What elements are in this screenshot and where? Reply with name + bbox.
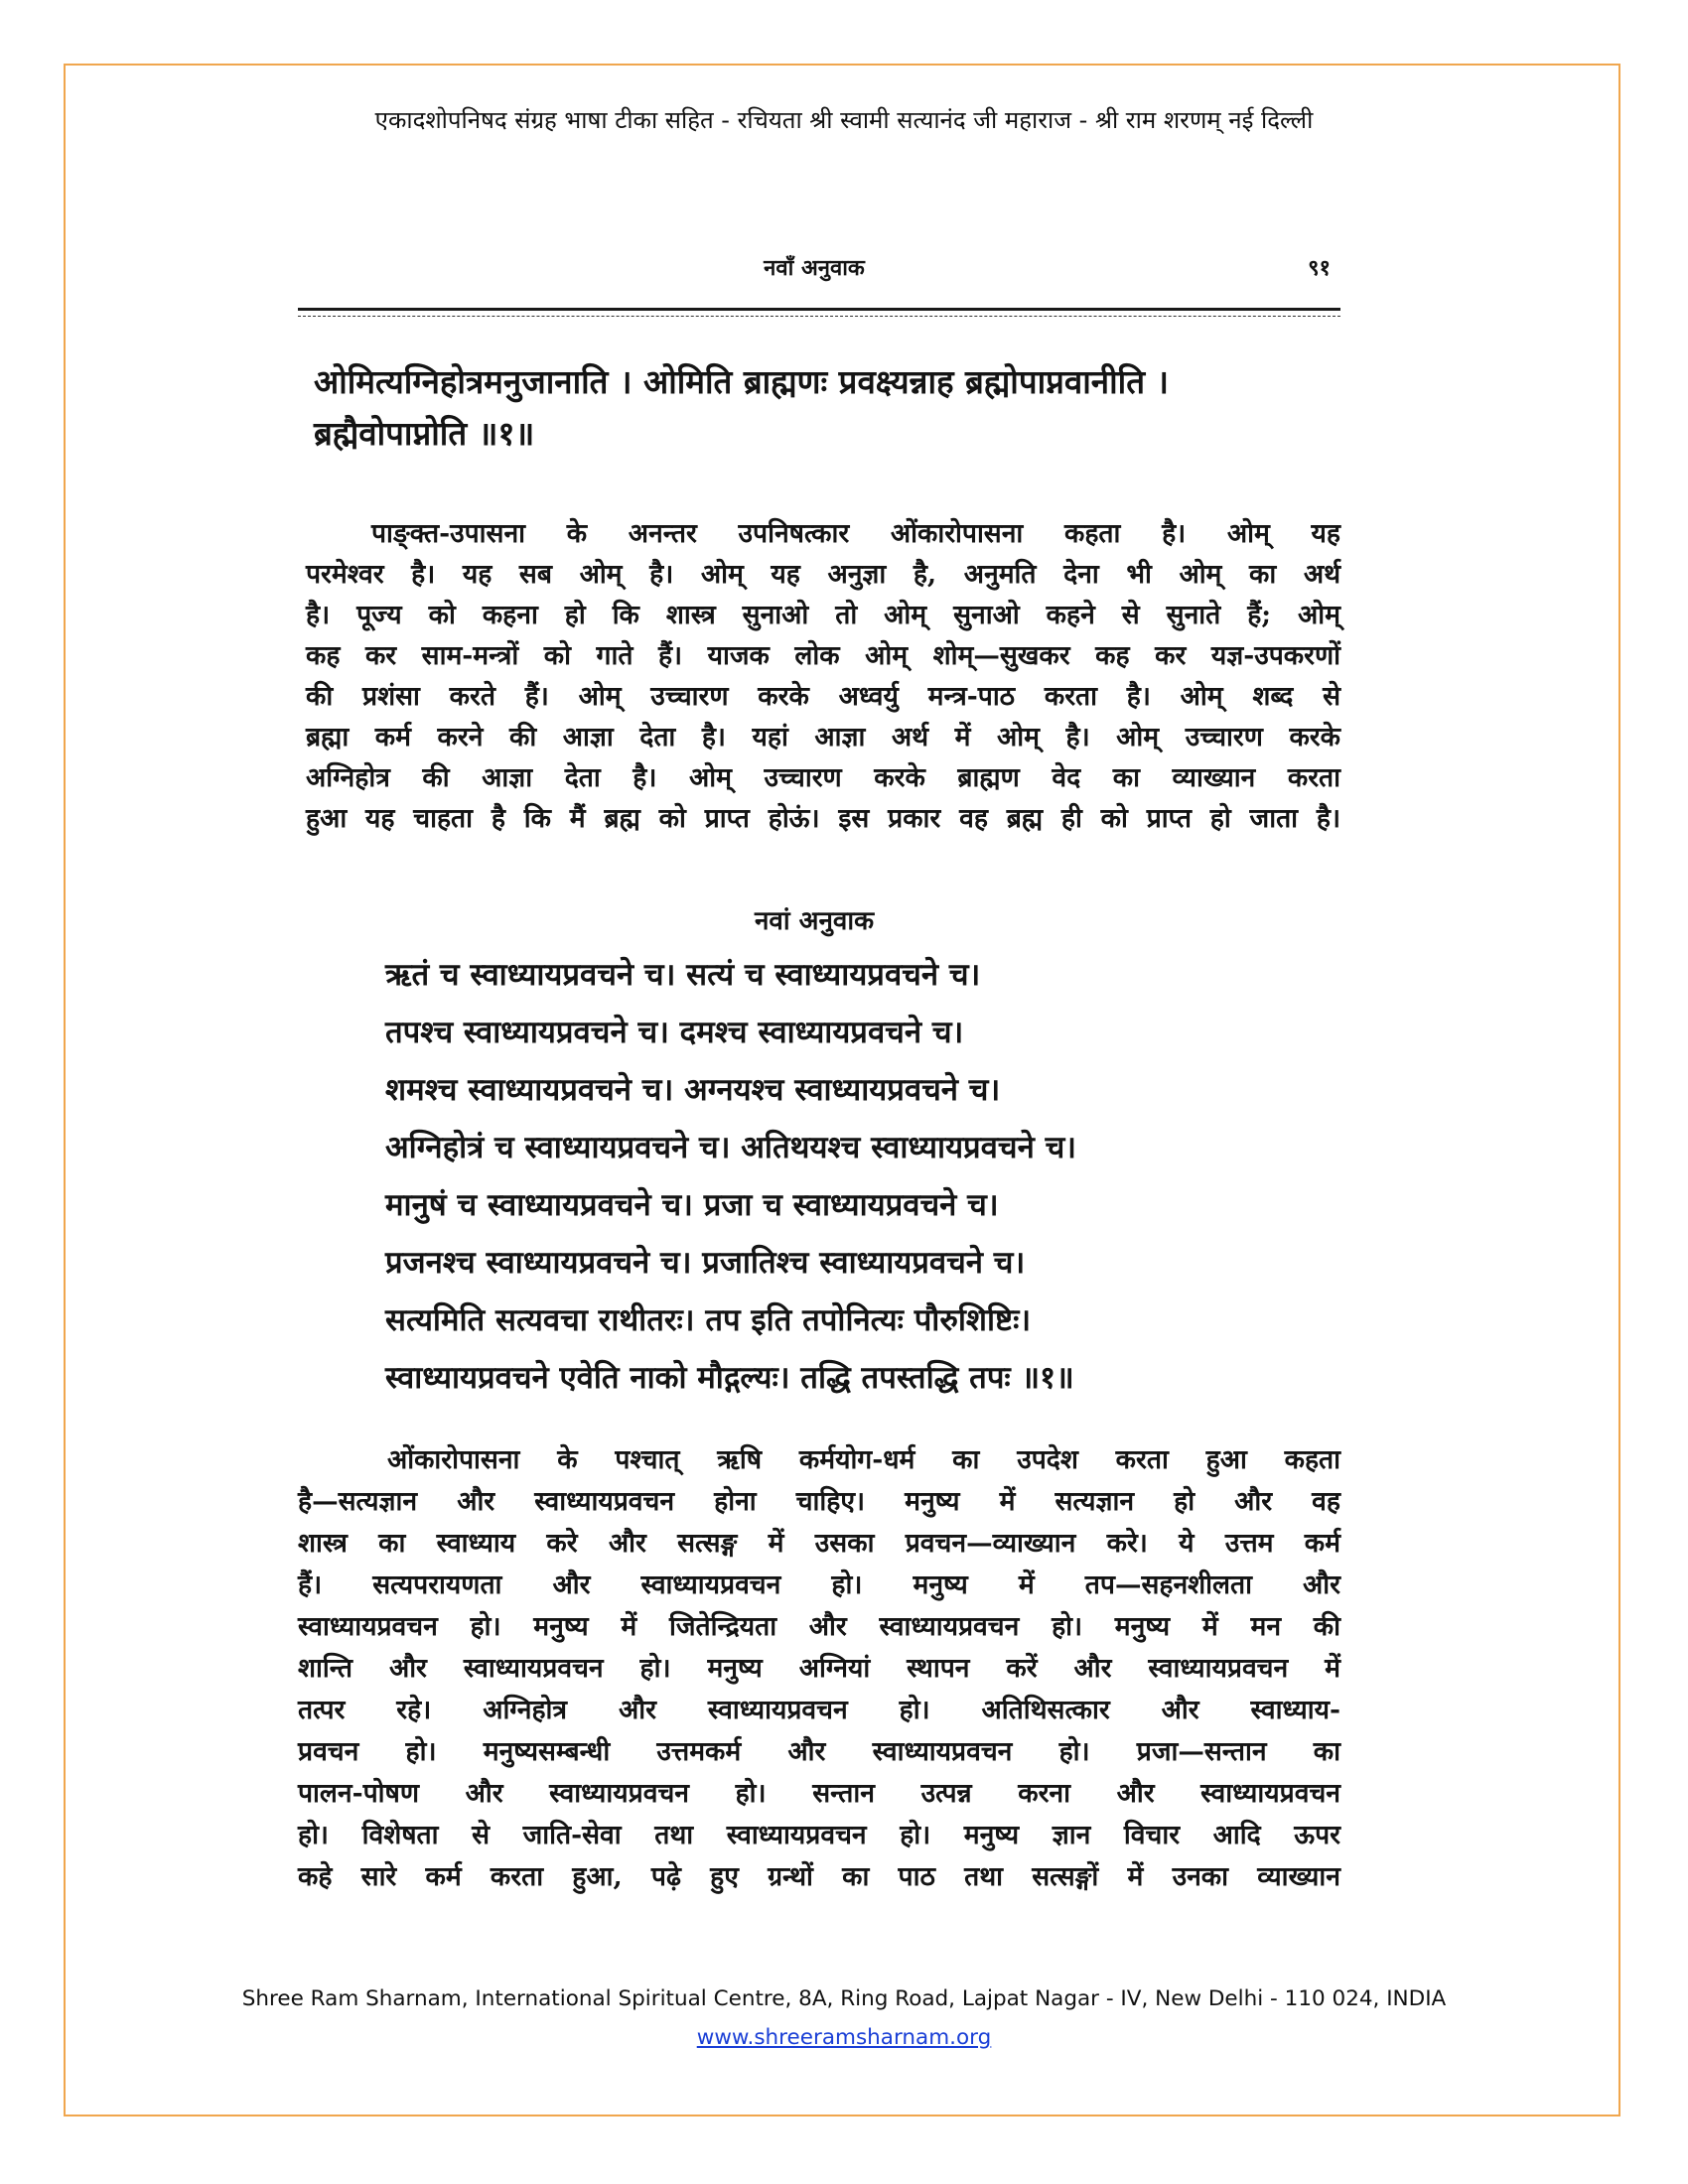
footer-address: Shree Ram Sharnam, International Spiritual Centre, 8A, Ring Road, Lajpat Nagar - IV, New Delhi - 110 024, INDIA	[241, 1986, 1447, 2011]
page-number: ९१	[1308, 255, 1331, 281]
commentary-line: है। पूज्य को कहना हो कि शास्त्र सुनाओ तो ओम् सुनाओ कहने से सुनाते हैं; ओम्	[306, 600, 1340, 630]
commentary-line: तत्पर रहे। अग्निहोत्र और स्वाध्यायप्रवचन हो। अतिथिसत्कार और स्वाध्याय-	[298, 1695, 1340, 1725]
commentary-line: अग्निहोत्र की आज्ञा देता है। ओम् उच्चारण करके ब्राह्मण वेद का व्याख्यान करता	[306, 762, 1340, 793]
commentary-line: कह कर साम-मन्त्रों को गाते हैं। याजक लोक ओम् शोम्—सुखकर कह कर यज्ञ-उपकरणों	[306, 640, 1340, 671]
header-rule	[298, 308, 1340, 311]
header-rule-thin	[298, 316, 1340, 317]
mantra-line: प्रजनश्च स्वाध्यायप्रवचने च। प्रजातिश्च स्वाध्यायप्रवचने च।	[385, 1245, 1026, 1281]
website-link[interactable]: www.shreeramsharnam.org	[696, 2025, 992, 2050]
document-header: एकादशोपनिषद संग्रह भाषा टीका सहित - रचियता श्री स्वामी सत्यानंद जी महाराज - श्री राम शरणम् नई दिल्ली	[374, 106, 1314, 134]
commentary-line: पालन-पोषण और स्वाध्यायप्रवचन हो। सन्तान उत्पन्न करना और स्वाध्यायप्रवचन	[298, 1778, 1340, 1809]
mantra-line: ऋतं च स्वाध्यायप्रवचने च। सत्यं च स्वाध्यायप्रवचने च।	[385, 957, 981, 993]
verse-line: ब्रह्मैवोपाप्नोति ॥१॥	[314, 414, 535, 453]
mantra-line: तपश्च स्वाध्यायप्रवचने च। दमश्च स्वाध्यायप्रवचने च।	[385, 1015, 964, 1050]
running-title: नवाँ अनुवाक	[764, 255, 865, 281]
commentary-line: ब्रह्मा कर्म करने की आज्ञा देता है। यहां आज्ञा अर्थ में ओम् है। ओम् उच्चारण करके	[306, 722, 1340, 752]
section-heading: नवां अनुवाक	[754, 906, 875, 936]
mantra-line: सत्यमिति सत्यवचा राथीतरः। तप इति तपोनित्यः पौरुशिष्टिः।	[385, 1302, 1032, 1338]
commentary-line: हुआ यह चाहता है कि मैं ब्रह्म को प्राप्त होऊं। इस प्रकार वह ब्रह्म ही को प्राप्त हो जाता है।	[306, 803, 1340, 834]
commentary-line: ओंकारोपासना के पश्चात् ऋषि कर्मयोग-धर्म का उपदेश करता हुआ कहता	[387, 1444, 1340, 1475]
commentary-line: परमेश्वर है। यह सब ओम् है। ओम् यह अनुज्ञा है, अनुमति देना भी ओम् का अर्थ	[306, 559, 1340, 590]
commentary-line: कहे सारे कर्म करता हुआ, पढ़े हुए ग्रन्थों का पाठ तथा सत्सङ्गों में उनका व्याख्यान	[298, 1861, 1340, 1892]
mantra-line: मानुषं च स्वाध्यायप्रवचने च। प्रजा च स्वाध्यायप्रवचने च।	[385, 1187, 999, 1223]
commentary-line: स्वाध्यायप्रवचन हो। मनुष्य में जितेन्द्रियता और स्वाध्यायप्रवचन हो। मनुष्य में मन की	[298, 1611, 1340, 1642]
running-head	[288, 248, 1340, 288]
mantra-line: अग्निहोत्रं च स्वाध्यायप्रवचने च। अतिथयश्च स्वाध्यायप्रवचने च।	[385, 1130, 1077, 1165]
commentary-line: पाङ्क्त-उपासना के अनन्तर उपनिषत्कार ओंकारोपासना कहता है। ओम् यह	[371, 518, 1340, 549]
commentary-line: की प्रशंसा करते हैं। ओम् उच्चारण करके अध्वर्यु मन्त्र-पाठ करता है। ओम् शब्द से	[306, 681, 1340, 712]
commentary-line: हैं। सत्यपरायणता और स्वाध्यायप्रवचन हो। मनुष्य में तप—सहनशीलता और	[298, 1570, 1340, 1600]
commentary-line: प्रवचन हो। मनुष्यसम्बन्धी उत्तमकर्म और स्वाध्यायप्रवचन हो। प्रजा—सन्तान का	[298, 1736, 1340, 1767]
scanned-page	[288, 248, 1360, 1936]
commentary-line: है—सत्यज्ञान और स्वाध्यायप्रवचन होना चाहिए। मनुष्य में सत्यज्ञान हो और वह	[298, 1486, 1340, 1517]
commentary-line: शास्त्र का स्वाध्याय करे और सत्सङ्ग में उसका प्रवचन—व्याख्यान करे। ये उत्तम कर्म	[298, 1528, 1340, 1559]
commentary-line: शान्ति और स्वाध्यायप्रवचन हो। मनुष्य अग्नियां स्थापन करें और स्वाध्यायप्रवचन में	[298, 1653, 1340, 1684]
commentary-line: हो। विशेषता से जाति-सेवा तथा स्वाध्यायप्रवचन हो। मनुष्य ज्ञान विचार आदि ऊपर	[298, 1820, 1340, 1850]
mantra-line: शमश्च स्वाध्यायप्रवचने च। अग्नयश्च स्वाध्यायप्रवचने च।	[385, 1072, 1001, 1108]
mantra-line: स्वाध्यायप्रवचने एवेति नाको मौद्गल्यः। तद्धि तपस्तद्धि तपः ॥१॥	[385, 1360, 1074, 1396]
verse-line: ओमित्यग्निहोत्रमनुजानाति । ओमिति ब्राह्मणः प्रवक्ष्यन्नाह ब्रह्मोपाप्नवानीति ।	[314, 362, 1169, 401]
